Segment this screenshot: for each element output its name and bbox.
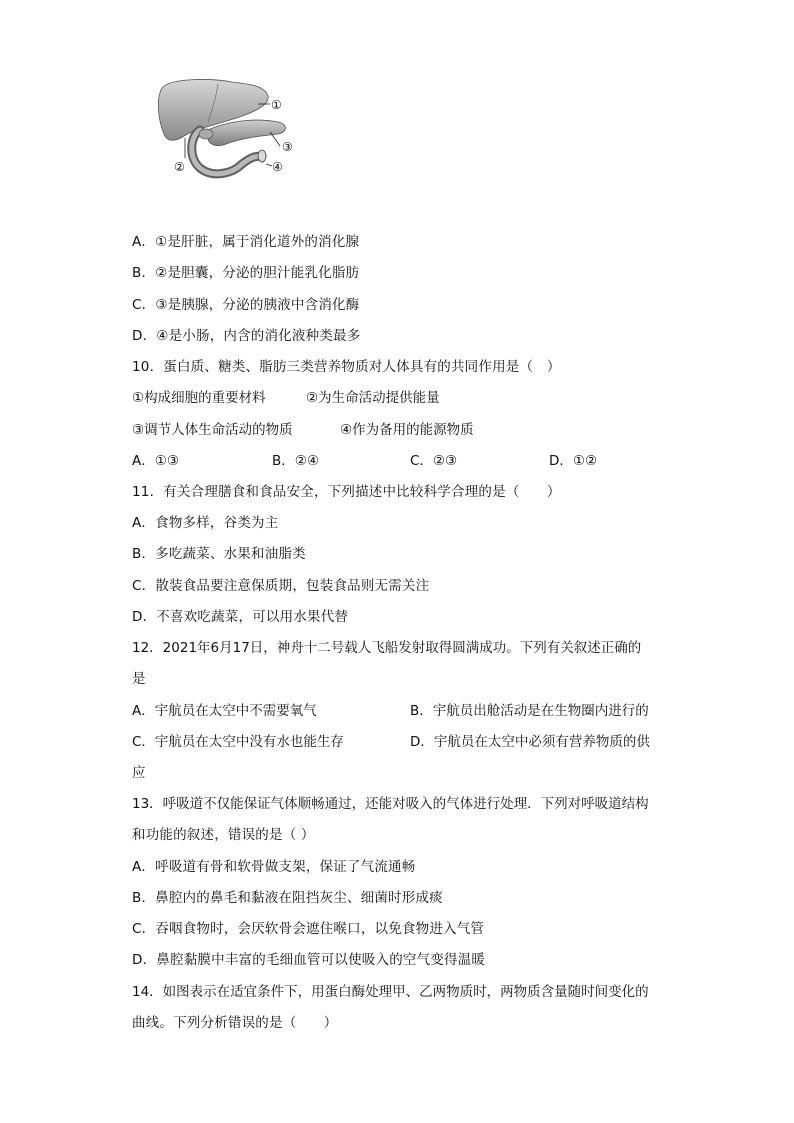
q10-stem: 10．蛋白质、糖类、脂肪三类营养物质对人体具有的共同作用是（ ） <box>132 359 561 375</box>
q10-item-1: ①构成细胞的重要材料 <box>132 390 266 406</box>
q13-option-d: D．鼻腔黏膜中丰富的毛细血管可以使吸入的空气变得温暖 <box>132 952 486 968</box>
q13-stem-line1: 13．呼吸道不仅能保证气体顺畅通过，还能对吸入的气体进行处理．下列对呼吸道结构 <box>132 796 649 812</box>
q10-item-4: ④作为备用的能源物质 <box>340 422 474 438</box>
q11-option-a: A．食物多样，谷类为主 <box>132 515 279 531</box>
q10-item-2: ②为生命活动提供能量 <box>306 390 440 406</box>
q13-stem-line2: 和功能的叙述，错误的是（ ） <box>132 827 315 843</box>
q11-option-c: C．散装食品要注意保质期，包装食品则无需关注 <box>132 578 430 594</box>
q12-option-d: D．宇航员在太空中必须有营养物质的供 <box>410 734 650 750</box>
q9-option-b: B．②是胆囊，分泌的胆汁能乳化脂肪 <box>132 265 360 281</box>
pancreas-shape <box>208 120 286 146</box>
q10-option-b: B．②④ <box>272 453 319 469</box>
q9-option-c: C．③是胰腺，分泌的胰液中含消化酶 <box>132 297 360 313</box>
figure-label-3: ③ <box>282 140 293 154</box>
q11-option-d: D．不喜欢吃蔬菜，可以用水果代替 <box>132 609 349 625</box>
q14-stem-line2: 曲线。下列分析错误的是（ ） <box>132 1015 338 1031</box>
q13-option-a: A．呼吸道有骨和软骨做支架，保证了气流通畅 <box>132 859 416 875</box>
q13-option-b: B．鼻腔内的鼻毛和黏液在阻挡灰尘、细菌时形成痰 <box>132 890 443 906</box>
figure-label-2: ② <box>174 160 185 174</box>
q11-stem: 11．有关合理膳食和食品安全，下列描述中比较科学合理的是（ ） <box>132 484 561 500</box>
q12-option-c: C．宇航员在太空中没有水也能生存 <box>132 734 344 750</box>
q10-option-c: C．②③ <box>410 453 458 469</box>
gallbladder-shape <box>199 129 213 139</box>
q10-item-3: ③调节人体生命活动的物质 <box>132 422 293 438</box>
q9-option-a: A．①是肝脏，属于消化道外的消化腺 <box>132 234 360 250</box>
q12-option-d-wrap: 应 <box>132 765 146 781</box>
q12-option-a: A．宇航员在太空中不需要氧气 <box>132 703 317 719</box>
q12-stem-line2: 是 <box>132 671 146 687</box>
intestine-opening <box>258 150 266 162</box>
q12-option-b: B．宇航员出舱活动是在生物圈内进行的 <box>410 703 649 719</box>
figure-label-1: ① <box>271 98 282 112</box>
q10-option-d: D．①② <box>549 453 598 469</box>
q9-option-d: D．④是小肠，内含的消化液种类最多 <box>132 328 361 344</box>
q12-stem-line1: 12．2021年6月17日，神舟十二号载人飞船发射取得圆满成功。下列有关叙述正确的 <box>132 640 642 656</box>
q11-option-b: B．多吃蔬菜、水果和油脂类 <box>132 546 306 562</box>
q13-option-c: C．吞咽食物时，会厌软骨会遮住喉口，以免食物进入气管 <box>132 921 485 937</box>
digestive-organs-figure <box>150 74 310 192</box>
q14-stem-line1: 14．如图表示在适宜条件下，用蛋白酶处理甲、乙两物质时，两物质含量随时间变化的 <box>132 984 649 1000</box>
q10-option-a: A．①③ <box>132 453 179 469</box>
figure-label-4: ④ <box>272 160 283 174</box>
